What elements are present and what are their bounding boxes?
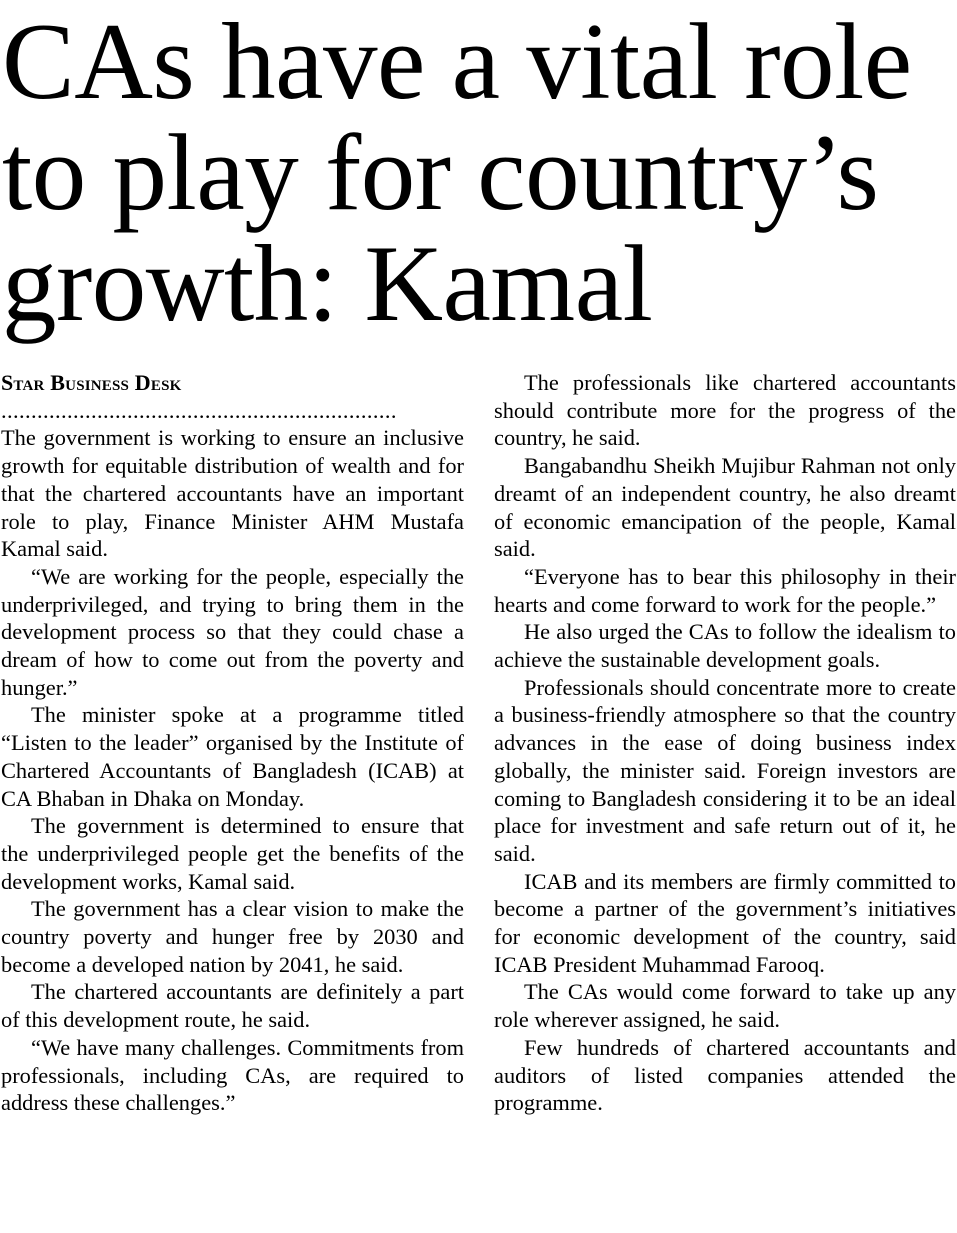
article-paragraph: “We are working for the people, especially the underprivileged, and trying to bring them in the development process so that they could chase a dream of how to come out from the poverty and hunger.”: [1, 563, 464, 700]
article-paragraph: “We have many challenges. Commitments from professionals, including CAs, are required to address these challenges.”: [1, 1034, 464, 1116]
article-paragraph: He also urged the CAs to follow the idealism to achieve the sustainable development goals.: [494, 619, 956, 673]
article-paragraph: Professionals should concentrate more to create a business-friendly atmosphere so that the country advances in the ease of doing business index globally, the minister said. Foreign investors are coming to Bangladesh considering it to be an ideal place for investment and safe return out of it, he said.: [494, 674, 956, 866]
headline: [2, 1, 955, 344]
article-paragraph: The government has a clear vision to make the country poverty and hunger free by 2030 and become a developed nation by 2041, he said.: [1, 896, 464, 977]
article-paragraph: Few hundreds of chartered accountants and auditors of listed companies attended the programme.: [494, 1034, 956, 1116]
article-paragraph: The chartered accountants are definitely a part of this development route, he said.: [1, 979, 464, 1033]
article-paragraph: The CAs would come forward to take up any role wherever assigned, he said.: [494, 979, 956, 1033]
headline-line-2: to play for country’s: [2, 112, 879, 233]
headline-line-3: growth: Kamal: [2, 223, 653, 344]
left-column: [1, 369, 464, 1117]
article-paragraph: ICAB and its members are firmly committed to become a partner of the government’s initiatives for economic development of the country, said ICAB President Muhammad Farooq.: [494, 868, 956, 977]
article-paragraph: “Everyone has to bear this philosophy in their hearts and come forward to work for the people.”: [494, 563, 956, 617]
article-paragraph: Bangabandhu Sheikh Mujibur Rahman not only dreamt of an independent country, he also dreamt of economic emancipation of the people, Kamal said.: [494, 453, 956, 562]
article-paragraph: The government is working to ensure an inclusive growth for equitable distribution of wealth and for that the chartered accountants have an important role to play, Finance Minister AHM Mustafa Kamal said.: [1, 425, 464, 562]
right-column: [494, 369, 956, 1117]
article-paragraph: The government is determined to ensure that the underprivileged people get the benefits of the development works, Kamal said.: [1, 813, 464, 894]
byline: Star Business Desk: [1, 370, 182, 395]
byline-separator: ..................................................................: [1, 397, 397, 423]
article-paragraph: The minister spoke at a programme titled “Listen to the leader” organised by the Institute of Chartered Accountants of Bangladesh (ICAB) at CA Bhaban in Dhaka on Monday.: [1, 702, 464, 811]
article-paragraph: The professionals like chartered accountants should contribute more for the progress of the country, he said.: [494, 370, 956, 451]
headline-line-1: CAs have a vital role: [2, 1, 912, 122]
